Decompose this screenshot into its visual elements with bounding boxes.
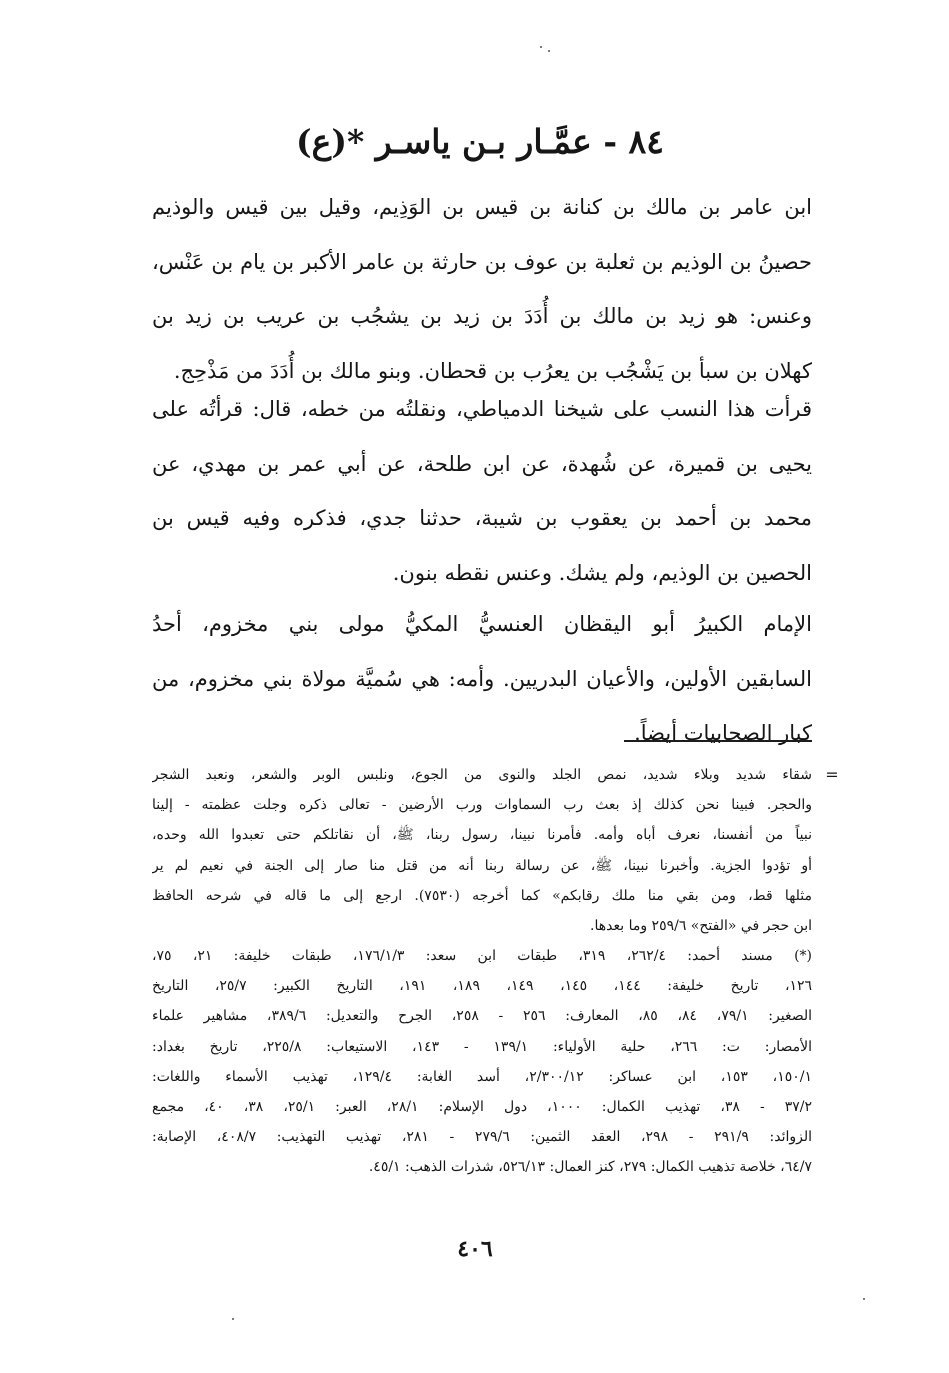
text-line: كهلان بن سبأ بن يَشْجُب بن يعرُب بن قحطان. وبنو مالك بن أُدَدَ من مَذْحِج. (173, 358, 812, 383)
footnote-line: شقاء شديد وبلاء شديد، نمص الجلد والنوى من الجوع، ونلبس الوبر والشعر، ونعبد الشجر (152, 767, 812, 783)
footnote-line: الأمصار: ت: ٢٦٦، حلية الأولياء: ١٣٩/١ - ١٤٣، الاستيعاب: ٢٢٥/٨، تاريخ بغداد: (152, 1038, 812, 1055)
text-line: يحيى بن قميرة، عن شُهدة، عن ابن طلحة، عن أبي عمر بن مهدي، عن (152, 451, 812, 476)
text-line: السابقين الأولين، والأعيان البدريين. وأمه: هي سُميَّة مولاة بني مخزوم، من (152, 666, 812, 691)
footnote-line: ٦٤/٧، خلاصة تذهيب الكمال: ٢٧٩، كنز العمال: ٥٢٦/١٣، شذرات الذهب: ٤٥/١. (368, 1159, 812, 1176)
footnote-line: ابن حجر في «الفتح» ٢٥٩/٦ وما بعدها. (590, 917, 812, 934)
footnote-line: الصغير: ٧٩/١، ٨٤، ٨٥، المعارف: ٢٥٦ - ٢٥٨، الجرح والتعديل: ٣٨٩/٦، مشاهير علماء (152, 1008, 812, 1025)
footnote-continuation-marker: = (825, 765, 839, 784)
text-line: كبار الصحابيات أيضاً. (634, 721, 812, 745)
footnote-line: الزوائد: ٢٩١/٩ - ٢٩٨، العقد الثمين: ٢٧٩/٦ - ٢٨١، تهذيب التهذيب: ٤٠٨/٧، الإصابة: (152, 1129, 812, 1146)
chapter-heading: ٨٤ - عمَّـار بـن ياسـر *(ع) (296, 122, 664, 161)
scan-speck (863, 1298, 865, 1300)
scan-speck (232, 1318, 234, 1320)
page-number: ٤٠٦ (457, 1236, 493, 1262)
footnote-line: مثلها قط، ومن بقي منا ملك رقابكم» كما أخرجه (٧٥٣٠). ارجع إلى ما قاله في شرحه الحافظ (152, 887, 812, 904)
paragraph-biography (152, 597, 812, 761)
footnote-line: والحجر. فبينا نحن كذلك إذ بعث رب السماوات ورب الأرضين - تعالى ذكره وجلت عظمته - إلينا (152, 797, 812, 814)
paragraph-isnad (152, 382, 812, 600)
text-line: محمد بن أحمد بن يعقوب بن شيبة، حدثنا جدي، فذكره وفيه قيس بن (152, 506, 812, 530)
text-line: حصينُ بن الوذيم بن ثعلبة بن عوف بن حارثة بن عامر الأكبر بن يام بن عَنْس، (152, 249, 812, 274)
text-line: وعنس: هو زيد بن مالك بن أُدَدَ بن زيد بن يشجُب بن عريب بن زيد بن (152, 304, 812, 328)
footnote-line: نبياً من أنفسنا، نعرف أباه وأمه. فأمرنا نبينا، رسول ربنا، ﷺ، أن نقاتلكم حتى تعبدوا الله وحده، (152, 827, 812, 844)
footnote-sources (152, 941, 812, 1183)
text-line: الإمام الكبيرُ أبو اليقظان العنسيُّ المكيُّ مولى بني مخزوم، أحدُ (152, 612, 812, 636)
text-line: ابن عامر بن مالك بن كنانة بن قيس بن الوَذِيم، وقيل بين قيس والوذيم (152, 195, 812, 219)
footnote-line: ٣٧/٢ - ٣٨، تهذيب الكمال: ١٠٠٠، دول الإسلام: ٢٨/١، العبر: ٢٥/١، ٣٨، ٤٠، مجمع (152, 1098, 812, 1115)
scan-speck (548, 50, 550, 52)
footnote-line: أو تؤدوا الجزية. وأخبرنا نبينا، ﷺ، عن رسالة ربنا أنه من قتل منا صار إلى الجنة في نعيم لم ير (152, 857, 812, 874)
scan-speck (540, 46, 542, 48)
footnote-line: (*) مسند أحمد: ٢٦٢/٤، ٣١٩، طبقات ابن سعد: ١٧٦/١/٣، طبقات خليفة: ٢١، ٧٥، (152, 948, 812, 964)
footnote-line: ١٥٠/١، ١٥٣، ابن عساكر: ٢/٣٠٠/١٢، أسد الغابة: ١٢٩/٤، تهذيب الأسماء واللغات: (152, 1068, 812, 1085)
footnote-line: ١٢٦، تاريخ خليفة: ١٤٤، ١٤٥، ١٤٩، ١٨٩، ١٩١، التاريخ الكبير: ٢٥/٧، التاريخ (152, 978, 812, 995)
paragraph-lineage (152, 180, 812, 398)
text-line: الحصين بن الوذيم، ولم يشك. وعنس نقطه بنون. (392, 560, 812, 585)
footnote-separator (624, 740, 812, 742)
text-line: قرأت هذا النسب على شيخنا الدمياطي، ونقلتُه من خطه، قال: قرأتُه على (152, 397, 812, 421)
footnote-continuation (152, 760, 812, 941)
